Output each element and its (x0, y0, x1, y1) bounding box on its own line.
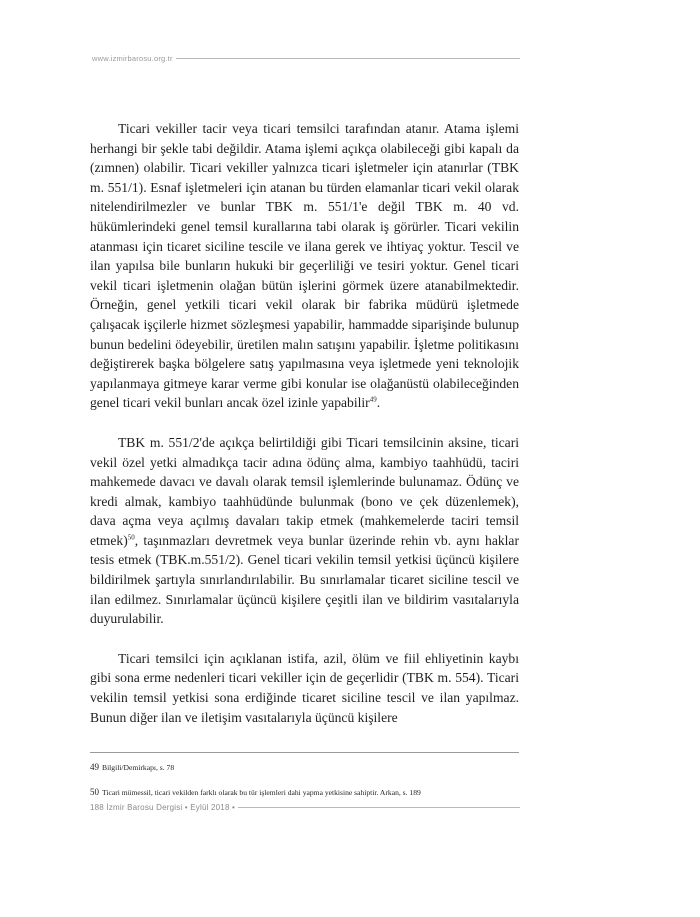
footer-rule (238, 807, 520, 808)
footnote-ref-49: 49 (369, 395, 377, 404)
footnote-text: Bilgili/Demirkapı, s. 78 (102, 763, 175, 772)
footnote-ref-50: 50 (127, 533, 135, 542)
footnote-50 (90, 786, 519, 799)
header-rule (176, 58, 520, 59)
footnote-text: Ticari mümessil, ticari vekilden farklı olarak bu tür işlemleri dahi yapma yetkisine sahiptir. Arkan, s. 189 (102, 788, 421, 797)
footnote-separator (90, 752, 519, 753)
header-url: www.izmirbarosu.org.tr (92, 53, 173, 63)
paragraph-3: Ticari temsilci için açıklanan istifa, azil, ölüm ve fiil ehliyetinin kaybı gibi sona erme nedenleri ticari vekiller için de geçerlidir (TBK m. 554). Ticari vekilin temsil yetkisi sona erdiğinde ticaret siciline tescil ve ilan yapılmaz. Bunun diğer ilan ve iletişim vasıtalarıyla üçüncü kişilere (90, 650, 519, 725)
footnote-number: 49 (90, 762, 99, 772)
main-text (90, 119, 519, 747)
footnote-number: 50 (90, 787, 99, 797)
footnote-49 (90, 761, 519, 774)
running-footer (90, 800, 520, 814)
paragraph-1: Ticari vekiller tacir veya ticari temsilci tarafından atanır. Atama işlemi herhangi bir şekle tabi değildir. Atama işlemi açıkça olabileceği gibi kapalı da (zımnen) olabilir. Ticari vekiller yalnızca ticari işletmeler için atanırlar (TBK m. 551/1). Esnaf işletmeleri için atanan bu türden elamanlar ticari vekil olarak nitelendirilmezler ve bunlar TBK m. 551/1'e değil TBK m. 40 vd. hükümlerindeki genel temsil kurallarına tabi olarak iş görürler. Ticari vekilin atanması için ticaret siciline tescile ve ilana gerek ve ihtiyaç yoktur. Tescil ve ilan yapılsa bile bunların hukuki bir geçerliliği ve tesiri yoktur. Genel ticari vekil ticari işletmenin olağan bütün işlerini görmek üzere atanabilmektedir. Örneğin, genel yetkili ticari vekil olarak bir fabrika müdürü işletmede çalışacak işçilerle hizmet sözleşmesi yapabilir, hammadde siparişinde bulunup bunun bedelini ödeyebilir, üretilen malın satışını yapabilir. İşletme politikasını değiştirerek başka bölgelere satış yapılmasına veya işletmede yeni teknolojik yapılanmaya gitmeye karar verme gibi konular ise olağanüstü olabileceğinden genel ticari vekil bunları ancak özel izinle yapabilir$^{49}$. (90, 121, 519, 411)
paragraph-2: TBK m. 551/2'de açıkça belirtildiği gibi Ticari temsilcinin aksine, ticari vekil özel yetki almadıkça tacir adına ödünç alma, kambiyo taahhüdü, taciri mahkemede davacı ve davalı olarak temsil işlemlerinde bulunamaz. Ödünç ve kredi almak, kambiyo taahhüdünde bulunmak (bono ve çek düzenlemek), dava açma veya açılmış davaları takip etmek (mahkemelerde taciri temsil etmek)$^{50}$, taşınmazları devretmek veya bunlar üzerinde rehin vb. aynı haklar tesis etmek (TBK.m.551/2). Genel ticari vekilin temsil yetkisi üçüncü kişilere bildirilmek şartıyla sınırlandırılabilir. Bu sınırlamalar ticaret siciline tescil ve ilan edilmez. Sınırlamalar üçüncü kişilere çeşitli ilan ve bildirim vasıtalarıyla duyurulabilir. (90, 434, 519, 627)
running-header (92, 51, 520, 65)
footer-text: 188 İzmir Barosu Dergisi • Eylül 2018 • (90, 802, 236, 812)
